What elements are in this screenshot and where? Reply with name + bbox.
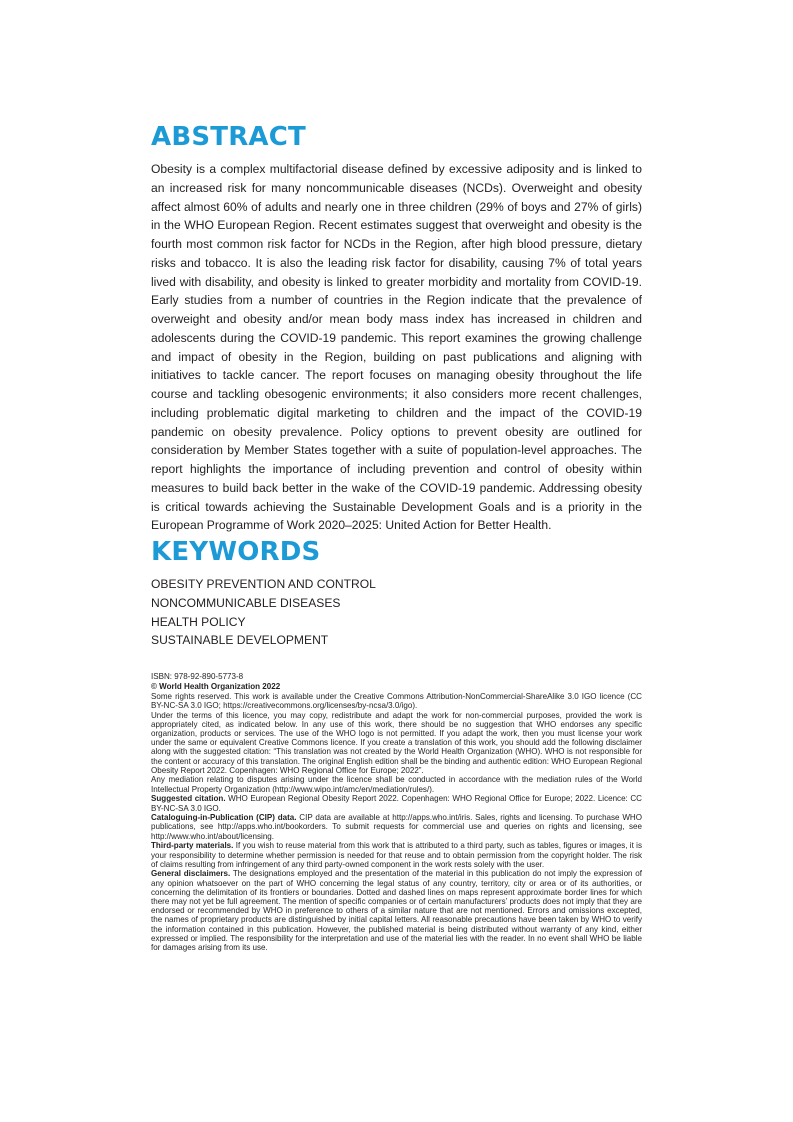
cip-text: CIP data are available at http://apps.who.int/iris. Sales, rights and licensing. To purchase WHO publications, see http://apps.who.int/bookorders. To submit requests for commercial use and queries on rights and licensing, see http://www.who.int/about/licensing. [151, 813, 642, 841]
keyword-item: OBESITY PREVENTION AND CONTROL [151, 577, 376, 591]
third-party-materials [151, 841, 642, 869]
disclaimers-label: General disclaimers. [151, 869, 231, 879]
copyright: © World Health Organization 2022 [151, 681, 281, 691]
citation-label: Suggested citation. [151, 794, 226, 804]
cip-label: Cataloguing-in-Publication (CIP) data. [151, 813, 297, 823]
rights-statement: Some rights reserved. This work is available under the Creative Commons Attribution-NonCommercial-ShareAlike 3.0 IGO licence (CC BY-NC-SA 3.0 IGO; https://creativecommons.org/licenses/by-ncsa/3.0/igo). [151, 691, 642, 710]
keyword-list [151, 575, 642, 650]
legal-notice [151, 672, 642, 952]
suggested-citation [151, 794, 642, 812]
general-disclaimers [151, 869, 642, 952]
abstract-text: Obesity is a complex multifactorial disease defined by excessive adiposity and is linked to an increased risk for many noncommunicable diseases (NCDs). Overweight and obesity affect almost 60% of adults and nearly one in three children (29% of boys and 27% of girls) in the WHO European Region. Recent estimates suggest that overweight and obesity is the fourth most common risk factor for NCDs in the Region, after high blood pressure, dietary risks and tobacco. It is also the leading risk factor for disability, causing 7% of total years lived with disability, and obesity is linked to greater morbidity and mortality from COVID-19. Early studies from a number of countries in the Region indicate that the prevalence of overweight and obesity and/or mean body mass index has increased in children and adolescents during the COVID-19 pandemic. This report examines the growing challenge and impact of obesity in the Region, building on past publications and aligning with initiatives to tackle cancer. The report focuses on managing obesity throughout the life course and tackling obesogenic environments; it also considers more recent challenges, including problematic digital marketing to children and the impact of the COVID-19 pandemic on obesity prevalence. Policy options to prevent obesity are outlined for consideration by Member States together with a suite of population-level approaches. The report highlights the importance of including prevention and control of obesity within measures to build back better in the wake of the COVID-19 pandemic. Addressing obesity is critical towards achieving the Sustainable Development Goals and is a priority in the European Programme of Work 2020–2025: United Action for Better Health. [151, 162, 642, 533]
keyword-item: NONCOMMUNICABLE DISEASES [151, 595, 341, 610]
abstract-heading: ABSTRACT [151, 122, 306, 152]
isbn: ISBN: 978-92-890-5773-8 [151, 672, 244, 682]
keyword-item: SUSTAINABLE DEVELOPMENT [151, 633, 329, 648]
disclaimers-text: The designations employed and the presentation of the material in this publication do not imply the expression of any opinion whatsoever on the part of WHO concerning the legal status of any country, territory, city or area or of its authorities, or concerning the delimitation of its frontiers or boundaries. Dotted and dashed lines on maps represent approximate border lines for which there may not yet be full agreement. The mention of specific companies or of certain manufacturers’ products does not imply that they are endorsed or recommended by WHO in preference to others of a similar nature that are not mentioned. Errors and omissions excepted, the names of proprietary products are distinguished by initial capital letters. All reasonable precautions have been taken by WHO to verify the information contained in this publication. However, the published material is being distributed without warranty of any kind, either expressed or implied. The responsibility for the interpretation and use of the material lies with the reader. In no event shall WHO be liable for damages arising from its use. [151, 869, 642, 953]
cip-data [151, 813, 642, 841]
third-party-label: Third-party materials. [151, 841, 234, 851]
third-party-text: If you wish to reuse material from this work that is attributed to a third party, such as tables, figures or images, it is your responsibility to determine whether permission is needed for that reuse and to obtain permission from the copyright holder. The risk of claims resulting from infringement of any third party-owned component in the work rests solely with the user. [151, 841, 642, 869]
keyword-item: HEALTH POLICY [151, 614, 246, 629]
licence-terms: Under the terms of this licence, you may copy, redistribute and adapt the work for non-commercial purposes, provided the work is appropriately cited, as indicated below. In any use of this work, there should be no suggestion that WHO endorses any specific organization, products or services. The use of the WHO logo is not permitted. If you adapt the work, then you must license your work under the same or equivalent Creative Commons licence. If you create a translation of this work, you should add the following disclaimer along with the suggested citation: “This translation was not created by the World Health Organization (WHO). WHO is not responsible for the content or accuracy of this translation. The original English edition shall be the binding and authentic edition: WHO European Regional Obesity Report 2022. Copenhagen: WHO Regional Office for Europe; 2022”. [151, 710, 643, 775]
mediation-statement: Any mediation relating to disputes arising under the licence shall be conducted in accordance with the mediation rules of the World Intellectual Property Organization (http://www.wipo.int/amc/en/mediation/rules/). [151, 775, 642, 794]
citation-text: WHO European Regional Obesity Report 2022. Copenhagen: WHO Regional Office for Europe; 2022. Licence: CC BY-NC-SA 3.0 IGO. [151, 794, 642, 813]
keywords-heading: KEYWORDS [151, 537, 321, 567]
page-content [151, 120, 642, 953]
